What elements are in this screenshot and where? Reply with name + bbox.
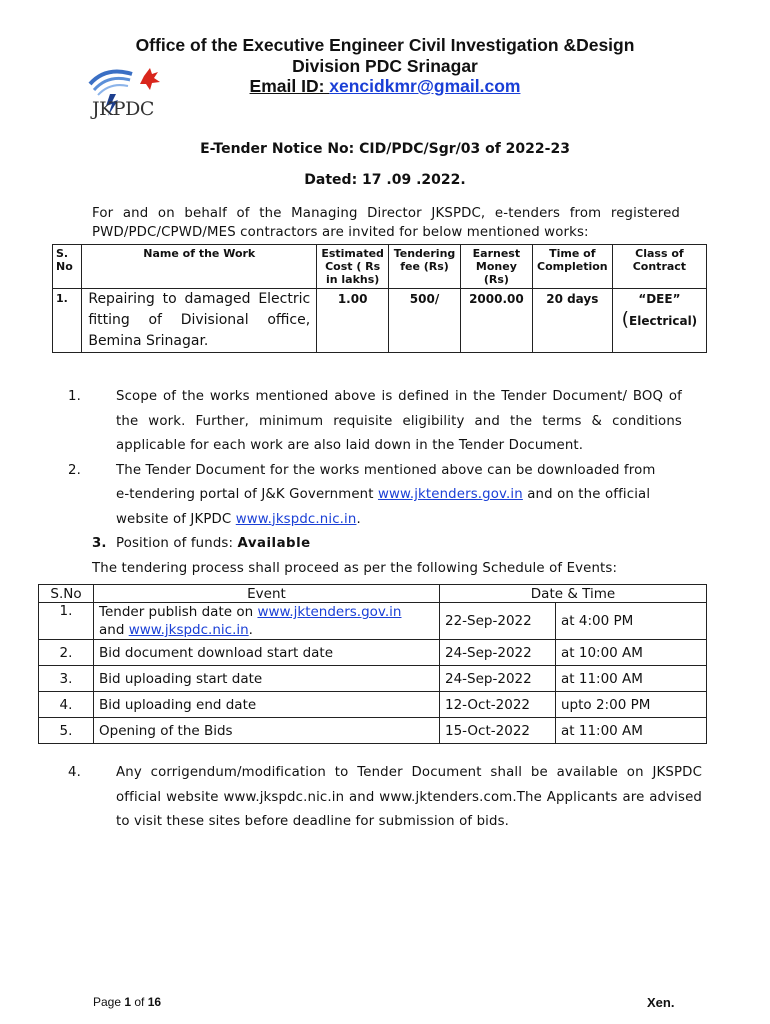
event-time: at 11:00 AM (556, 718, 707, 744)
event-1-text-c: . (248, 622, 253, 638)
event-row (39, 718, 707, 744)
email-label: Email ID: (249, 76, 330, 96)
event-time: upto 2:00 PM (556, 692, 707, 718)
event-date: 24-Sep-2022 (440, 666, 556, 692)
col-sno: S. No (53, 245, 82, 289)
class-type (616, 308, 703, 330)
email-link[interactable]: xencidkmr@gmail.com (329, 76, 521, 96)
event-sno: 2. (39, 640, 94, 666)
col-cost: Estimated Cost ( Rs in lakhs) (317, 245, 389, 289)
events-col-datetime: Date & Time (440, 585, 707, 603)
page-of: of (131, 995, 148, 1009)
col-name: Name of the Work (82, 245, 317, 289)
event-1-text-b: and (99, 622, 129, 638)
event-name: Bid uploading start date (94, 666, 440, 692)
page-prefix: Page (93, 995, 125, 1009)
event-sno: 3. (39, 666, 94, 692)
point-2 (68, 459, 682, 533)
class-paren: ( (621, 308, 630, 330)
events-table (38, 584, 707, 744)
work-fee: 500/ (389, 289, 461, 353)
point-1-num: 1. (68, 389, 81, 404)
point-4-num: 4. (68, 765, 81, 780)
event-jktenders-link[interactable]: www.jktenders.gov.in (257, 604, 402, 620)
event-row (39, 603, 707, 640)
jktenders-link[interactable]: www.jktenders.gov.in (377, 487, 523, 502)
event-date: 22-Sep-2022 (440, 603, 556, 640)
intro-paragraph: For and on behalf of the Managing Director JKSPDC, e-tenders from registered PWD/PDC/CPWD/MES contractors are invited for below mentioned works: (92, 206, 680, 240)
page-total: 16 (147, 995, 162, 1009)
event-row (39, 640, 707, 666)
event-time: at 4:00 PM (556, 603, 707, 640)
events-header-row (39, 585, 707, 603)
work-cost: 1.00 (317, 289, 389, 353)
work-class (612, 289, 706, 353)
page-current: 1 (124, 995, 132, 1009)
point-2-text-e: . (356, 511, 361, 527)
works-table (52, 244, 707, 353)
jkspdc-link[interactable]: www.jkspdc.nic.in (235, 511, 357, 527)
tender-date: Dated: 17 .09 .2022. (304, 172, 466, 188)
class-code: “DEE” (638, 292, 681, 306)
point-4 (68, 761, 702, 835)
jkpdc-logo (86, 64, 168, 124)
event-sno: 4. (39, 692, 94, 718)
event-sno: 5. (39, 718, 94, 744)
point-3-label: Position of funds: (116, 536, 238, 551)
event-1-text-a: Tender publish date on (99, 604, 258, 620)
events-col-sno: S.No (39, 585, 94, 603)
point-3 (92, 532, 682, 557)
event-row (39, 692, 707, 718)
point-3-num: 3. (92, 536, 107, 551)
point-2-text-b: e-tendering portal of J&K Government (116, 487, 378, 502)
work-emd: 2000.00 (460, 289, 532, 353)
events-col-event: Event (94, 585, 440, 603)
event-time: at 11:00 AM (556, 666, 707, 692)
event-time: at 10:00 AM (556, 640, 707, 666)
tender-notice-number: E-Tender Notice No: CID/PDC/Sgr/03 of 2022-23 (200, 141, 570, 157)
points-list (68, 385, 682, 581)
point-2-num: 2. (68, 462, 81, 478)
division-title: Division PDC Srinagar (292, 56, 478, 76)
event-name (94, 603, 440, 640)
point-1 (68, 385, 682, 459)
office-title: Office of the Executive Engineer Civil Investigation &Design (135, 35, 635, 55)
work-name: Repairing to damaged Electric fitting of Divisional office, Bemina Srinagar. (82, 289, 317, 353)
funds-status: Available (237, 536, 311, 551)
work-sno: 1. (53, 289, 82, 353)
point-2-text-d: website of JKPDC (116, 511, 236, 527)
event-date: 24-Sep-2022 (440, 640, 556, 666)
class-line2: Electrical) (629, 314, 698, 328)
works-header-row (53, 245, 707, 289)
signature-xen: Xen. (647, 995, 675, 1010)
event-name: Bid document download start date (94, 640, 440, 666)
work-time: 20 days (532, 289, 612, 353)
event-row (39, 666, 707, 692)
works-row (53, 289, 707, 353)
point-2-text-a: The Tender Document for the works mentioned above can be downloaded from (116, 462, 656, 478)
schedule-intro: The tendering process shall proceed as per the following Schedule of Events: (92, 560, 618, 576)
event-name: Bid uploading end date (94, 692, 440, 718)
point-4-text: Any corrigendum/modification to Tender Document shall be available on JKSPDC official website www.jkspdc.nic.in and www.jktenders.com.The Applicants are advised to visit these sites before deadline for submission of bids. (116, 765, 702, 829)
event-name: Opening of the Bids (94, 718, 440, 744)
event-date: 15-Oct-2022 (440, 718, 556, 744)
col-fee: Tendering fee (Rs) (389, 245, 461, 289)
col-emd: Earnest Money (Rs) (460, 245, 532, 289)
point-2-text-c: and on the official (522, 487, 651, 502)
logo-text: JKPDC (92, 98, 154, 120)
event-date: 12-Oct-2022 (440, 692, 556, 718)
event-jkspdc-link[interactable]: www.jkspdc.nic.in (128, 622, 249, 638)
col-class: Class of Contract (612, 245, 706, 289)
point-1-text: Scope of the works mentioned above is defined in the Tender Document/ BOQ of the work. Further, minimum requisite eligibility and the terms & conditions applicable for each work are also laid down in the Tender Document. (116, 389, 682, 453)
col-time: Time of Completion (532, 245, 612, 289)
event-sno: 1. (39, 603, 94, 640)
page-number (93, 995, 161, 1009)
